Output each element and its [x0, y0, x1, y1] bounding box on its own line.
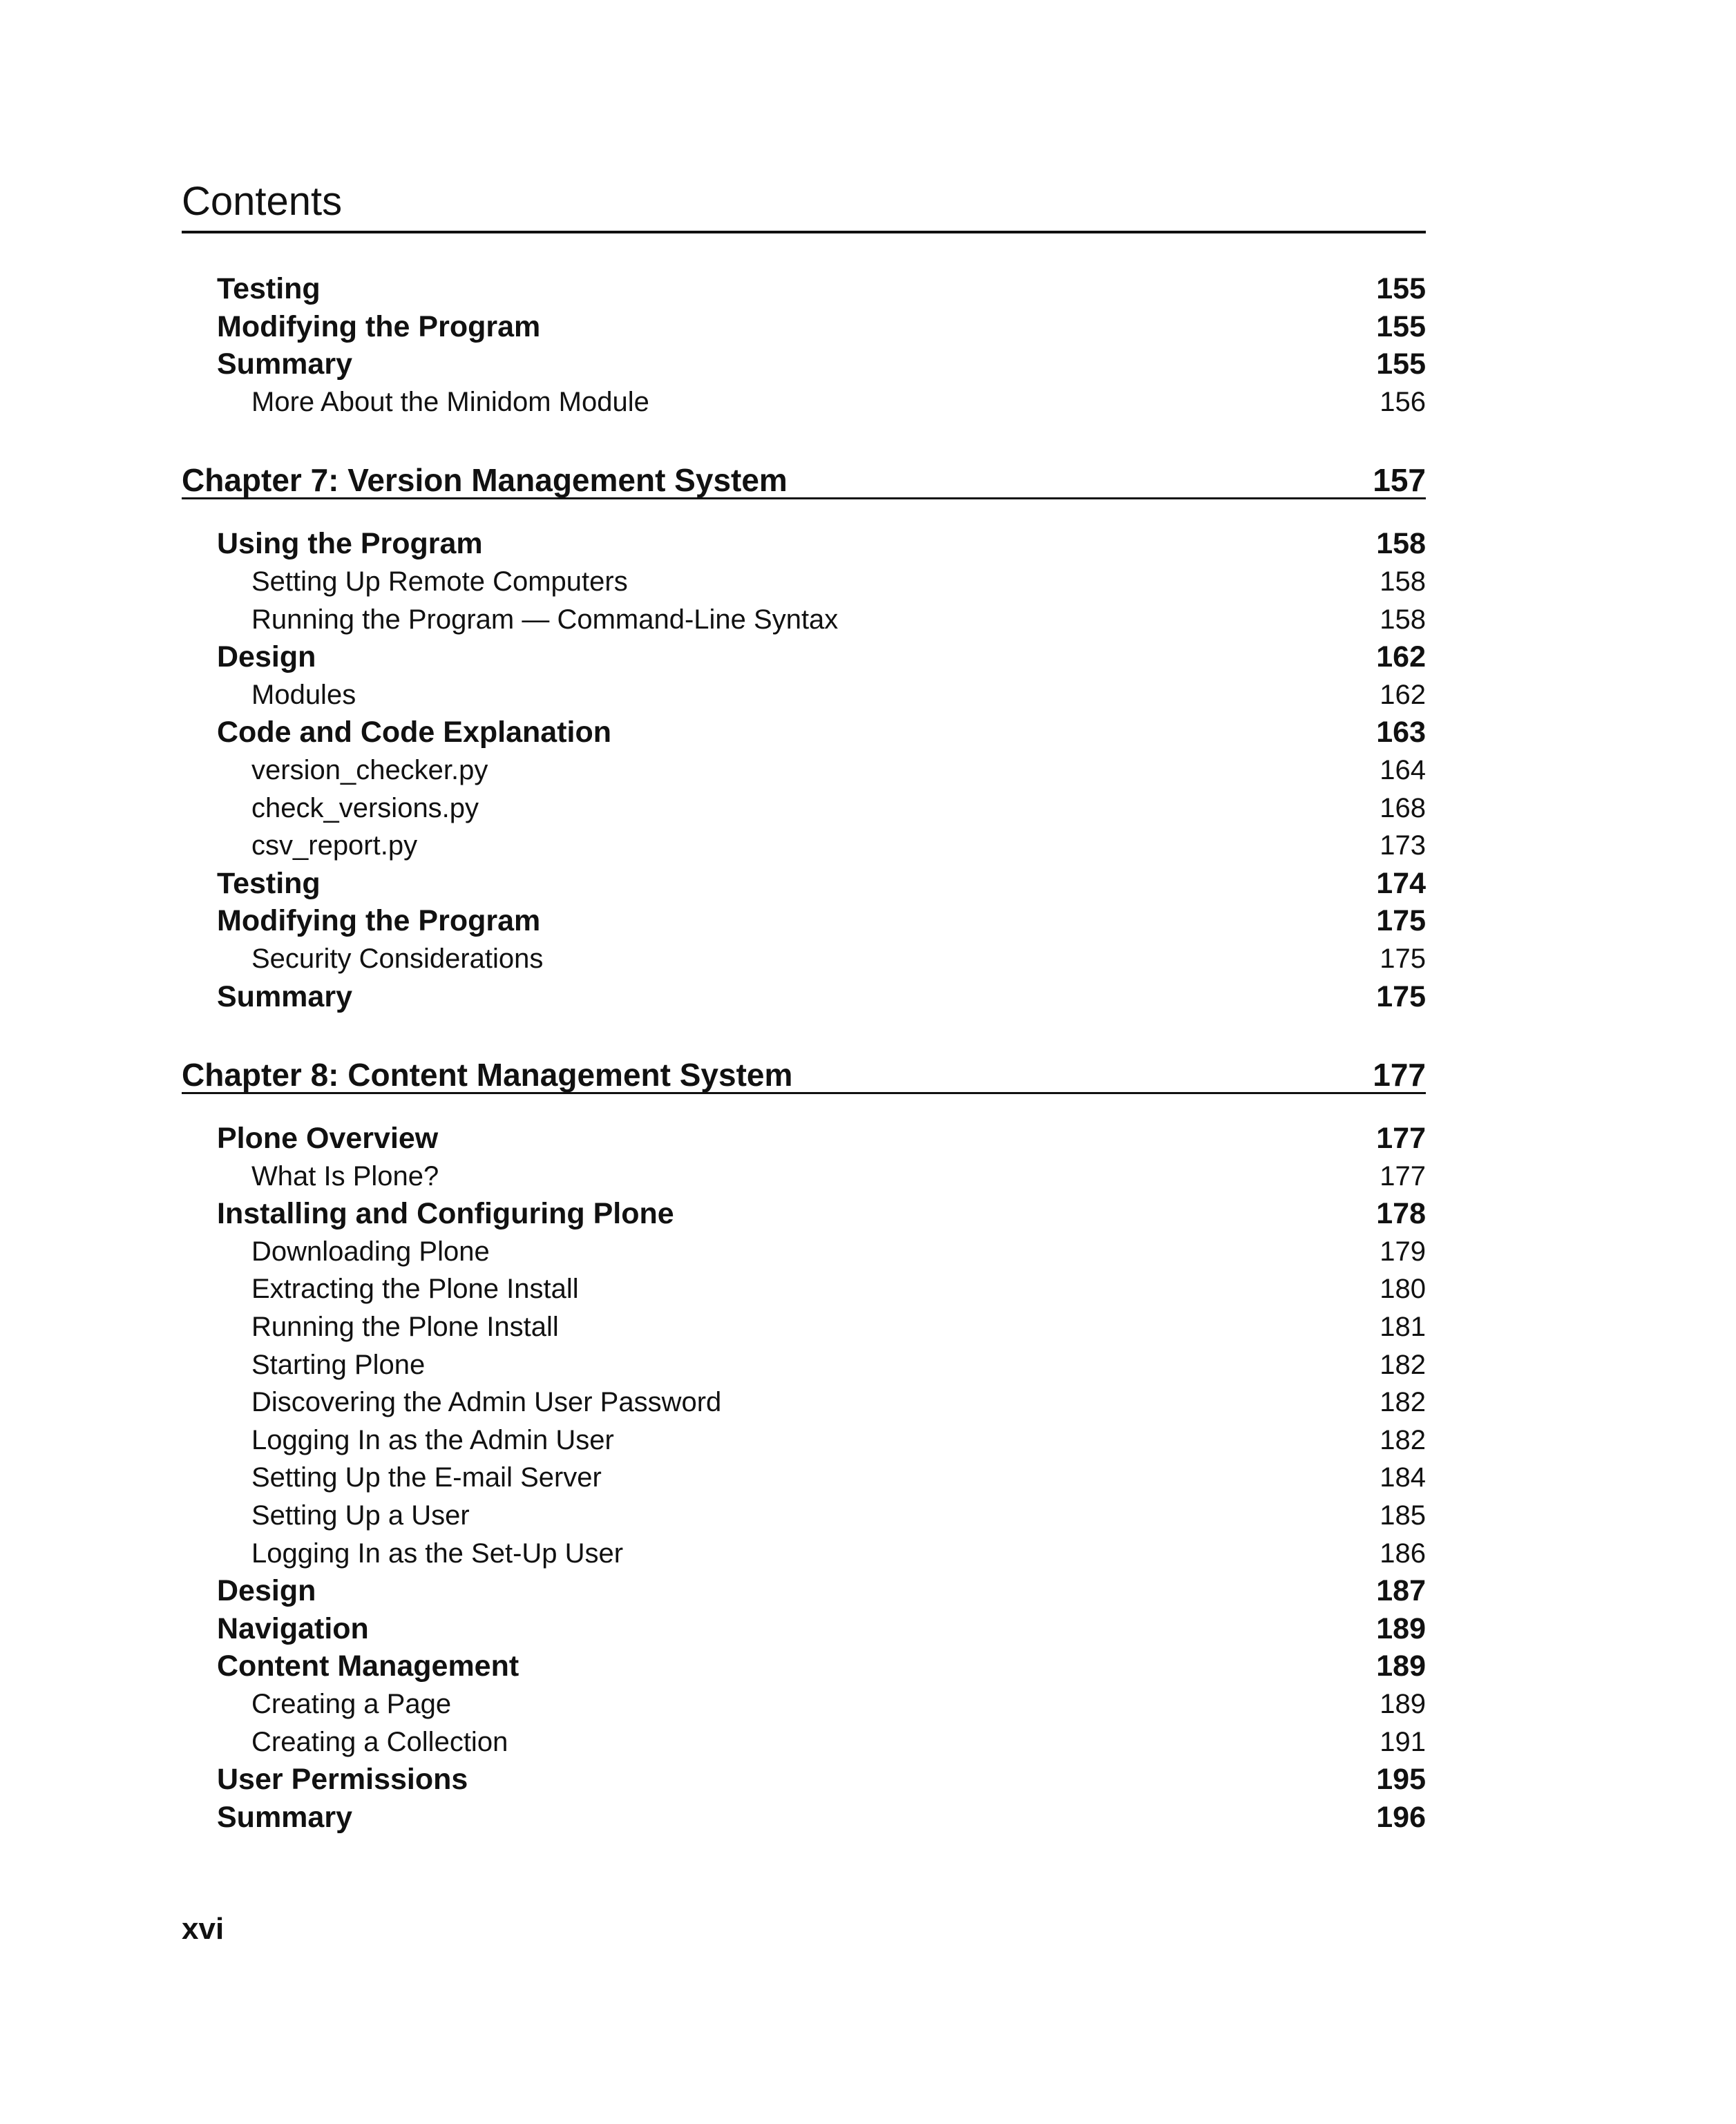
title-rule	[182, 231, 1426, 233]
toc-entry[interactable]	[182, 827, 1426, 865]
toc-entry[interactable]	[182, 1799, 1426, 1837]
toc-entry[interactable]	[182, 563, 1426, 601]
toc-entry[interactable]	[182, 1647, 1426, 1685]
entry-page: 185	[1380, 1500, 1426, 1531]
toc-entry[interactable]	[182, 902, 1426, 940]
entry-title: Logging In as the Admin User	[251, 1424, 614, 1455]
entry-title: Using the Program	[217, 527, 483, 561]
entry-page: 178	[1376, 1197, 1426, 1231]
entry-title: Setting Up the E-mail Server	[251, 1462, 602, 1493]
toc-entry[interactable]	[182, 978, 1426, 1016]
toc-entry[interactable]	[182, 1195, 1426, 1233]
toc-entry[interactable]	[182, 1535, 1426, 1573]
entry-page: 189	[1380, 1689, 1426, 1719]
entry-title: check_versions.py	[251, 792, 479, 823]
entry-title: Setting Up Remote Computers	[251, 566, 628, 597]
entry-page: 175	[1376, 904, 1426, 938]
entry-page: 162	[1380, 679, 1426, 710]
entry-title: Summary	[217, 979, 352, 1013]
entry-page: 182	[1380, 1387, 1426, 1418]
entry-title: version_checker.py	[251, 754, 488, 785]
entry-page: 181	[1380, 1312, 1426, 1343]
entry-title: Extracting the Plone Install	[251, 1274, 579, 1305]
toc-entry[interactable]	[182, 1270, 1426, 1308]
entry-page: 175	[1376, 979, 1426, 1013]
entry-title: Testing	[217, 272, 321, 305]
toc-entry[interactable]	[182, 345, 1426, 383]
entry-page: 162	[1376, 640, 1426, 674]
entry-page: 177	[1380, 1160, 1426, 1192]
toc-entry[interactable]	[182, 1572, 1426, 1610]
toc-entry[interactable]	[182, 525, 1426, 563]
toc-entry[interactable]	[182, 638, 1426, 676]
entry-page: 174	[1376, 866, 1426, 900]
entry-title: More About the Minidom Module	[251, 386, 649, 417]
entry-title: Testing	[217, 866, 321, 900]
entry-title: Navigation	[217, 1611, 369, 1645]
toc-entry[interactable]	[182, 1422, 1426, 1460]
entry-title: Design	[217, 1574, 316, 1608]
entry-title: Summary	[217, 1800, 352, 1834]
entry-page: 156	[1380, 386, 1426, 417]
chapter-entry[interactable]	[182, 463, 1426, 499]
entry-title: Design	[217, 640, 316, 674]
toc-entry[interactable]	[182, 714, 1426, 752]
entry-page: 187	[1376, 1574, 1426, 1608]
entry-page: 186	[1380, 1538, 1426, 1569]
entry-page: 195	[1376, 1763, 1426, 1797]
toc-entry[interactable]	[182, 1723, 1426, 1761]
toc-entry[interactable]	[182, 383, 1426, 421]
entry-title: Security Considerations	[251, 943, 544, 974]
entry-title: Modifying the Program	[217, 904, 541, 938]
entry-title: Downloading Plone	[251, 1236, 490, 1267]
entry-page: 184	[1380, 1462, 1426, 1493]
entry-title: Chapter 8: Content Management System	[182, 1057, 793, 1093]
toc-entry[interactable]	[182, 1308, 1426, 1346]
toc-entry[interactable]	[182, 1233, 1426, 1271]
entry-title: Logging In as the Set-Up User	[251, 1538, 624, 1569]
entry-page: 158	[1376, 527, 1426, 561]
entry-page: 177	[1373, 1057, 1426, 1093]
entry-page: 155	[1376, 309, 1426, 343]
entry-page: 164	[1380, 754, 1426, 785]
chapter-entry[interactable]	[182, 1058, 1426, 1094]
entry-title: What Is Plone?	[251, 1160, 439, 1192]
toc-entry[interactable]	[182, 601, 1426, 639]
entry-title: Running the Plone Install	[251, 1312, 559, 1343]
entry-title: Installing and Configuring Plone	[217, 1197, 674, 1231]
entry-page: 189	[1376, 1649, 1426, 1683]
toc-entry[interactable]	[182, 752, 1426, 790]
entry-page: 182	[1380, 1424, 1426, 1455]
entry-page: 173	[1380, 830, 1426, 861]
entry-page: 196	[1376, 1800, 1426, 1834]
toc-entry[interactable]	[182, 676, 1426, 714]
page-title: Contents	[182, 179, 343, 224]
toc-entry[interactable]	[182, 270, 1426, 308]
entry-page: 189	[1376, 1611, 1426, 1645]
entry-page: 158	[1380, 566, 1426, 597]
entry-title: Code and Code Explanation	[217, 716, 611, 749]
entry-page: 175	[1380, 943, 1426, 974]
toc-entry[interactable]	[182, 1158, 1426, 1196]
page-number: xvi	[182, 1912, 225, 1946]
entry-title: Modifying the Program	[217, 309, 541, 343]
entry-page: 155	[1376, 272, 1426, 305]
entry-page: 177	[1376, 1122, 1426, 1156]
entry-page: 157	[1373, 462, 1426, 499]
entry-page: 180	[1380, 1274, 1426, 1305]
toc-entry[interactable]	[182, 1610, 1426, 1648]
entry-title: Starting Plone	[251, 1349, 426, 1380]
toc-entry[interactable]	[182, 1384, 1426, 1422]
toc-entry[interactable]	[182, 790, 1426, 827]
toc-entry[interactable]	[182, 1685, 1426, 1723]
entry-title: Creating a Collection	[251, 1726, 508, 1757]
entry-page: 182	[1380, 1349, 1426, 1380]
toc-entry[interactable]	[182, 865, 1426, 903]
toc-entry[interactable]	[182, 1497, 1426, 1535]
toc-entry[interactable]	[182, 940, 1426, 978]
entry-page: 191	[1380, 1726, 1426, 1757]
toc-entry[interactable]	[182, 308, 1426, 346]
entry-title: Summary	[217, 347, 352, 381]
entry-title: User Permissions	[217, 1763, 468, 1797]
entry-title: Content Management	[217, 1649, 519, 1683]
entry-page: 155	[1376, 347, 1426, 381]
entry-page: 179	[1380, 1236, 1426, 1267]
entry-title: Setting Up a User	[251, 1500, 470, 1531]
toc-entry[interactable]	[182, 1761, 1426, 1799]
toc-entry[interactable]	[182, 1120, 1426, 1158]
entry-title: Discovering the Admin User Password	[251, 1387, 722, 1418]
entry-page: 168	[1380, 792, 1426, 823]
entry-title: csv_report.py	[251, 830, 418, 861]
entry-page: 163	[1376, 716, 1426, 749]
entry-title: Running the Program — Command-Line Syntax	[251, 604, 839, 635]
entry-title: Creating a Page	[251, 1689, 452, 1719]
entry-page: 158	[1380, 604, 1426, 635]
entry-title: Chapter 7: Version Management System	[182, 462, 788, 499]
toc-entry[interactable]	[182, 1346, 1426, 1384]
toc-entry[interactable]	[182, 1459, 1426, 1497]
table-of-contents	[182, 270, 1426, 1836]
entry-title: Plone Overview	[217, 1122, 439, 1156]
entry-title: Modules	[251, 679, 356, 710]
